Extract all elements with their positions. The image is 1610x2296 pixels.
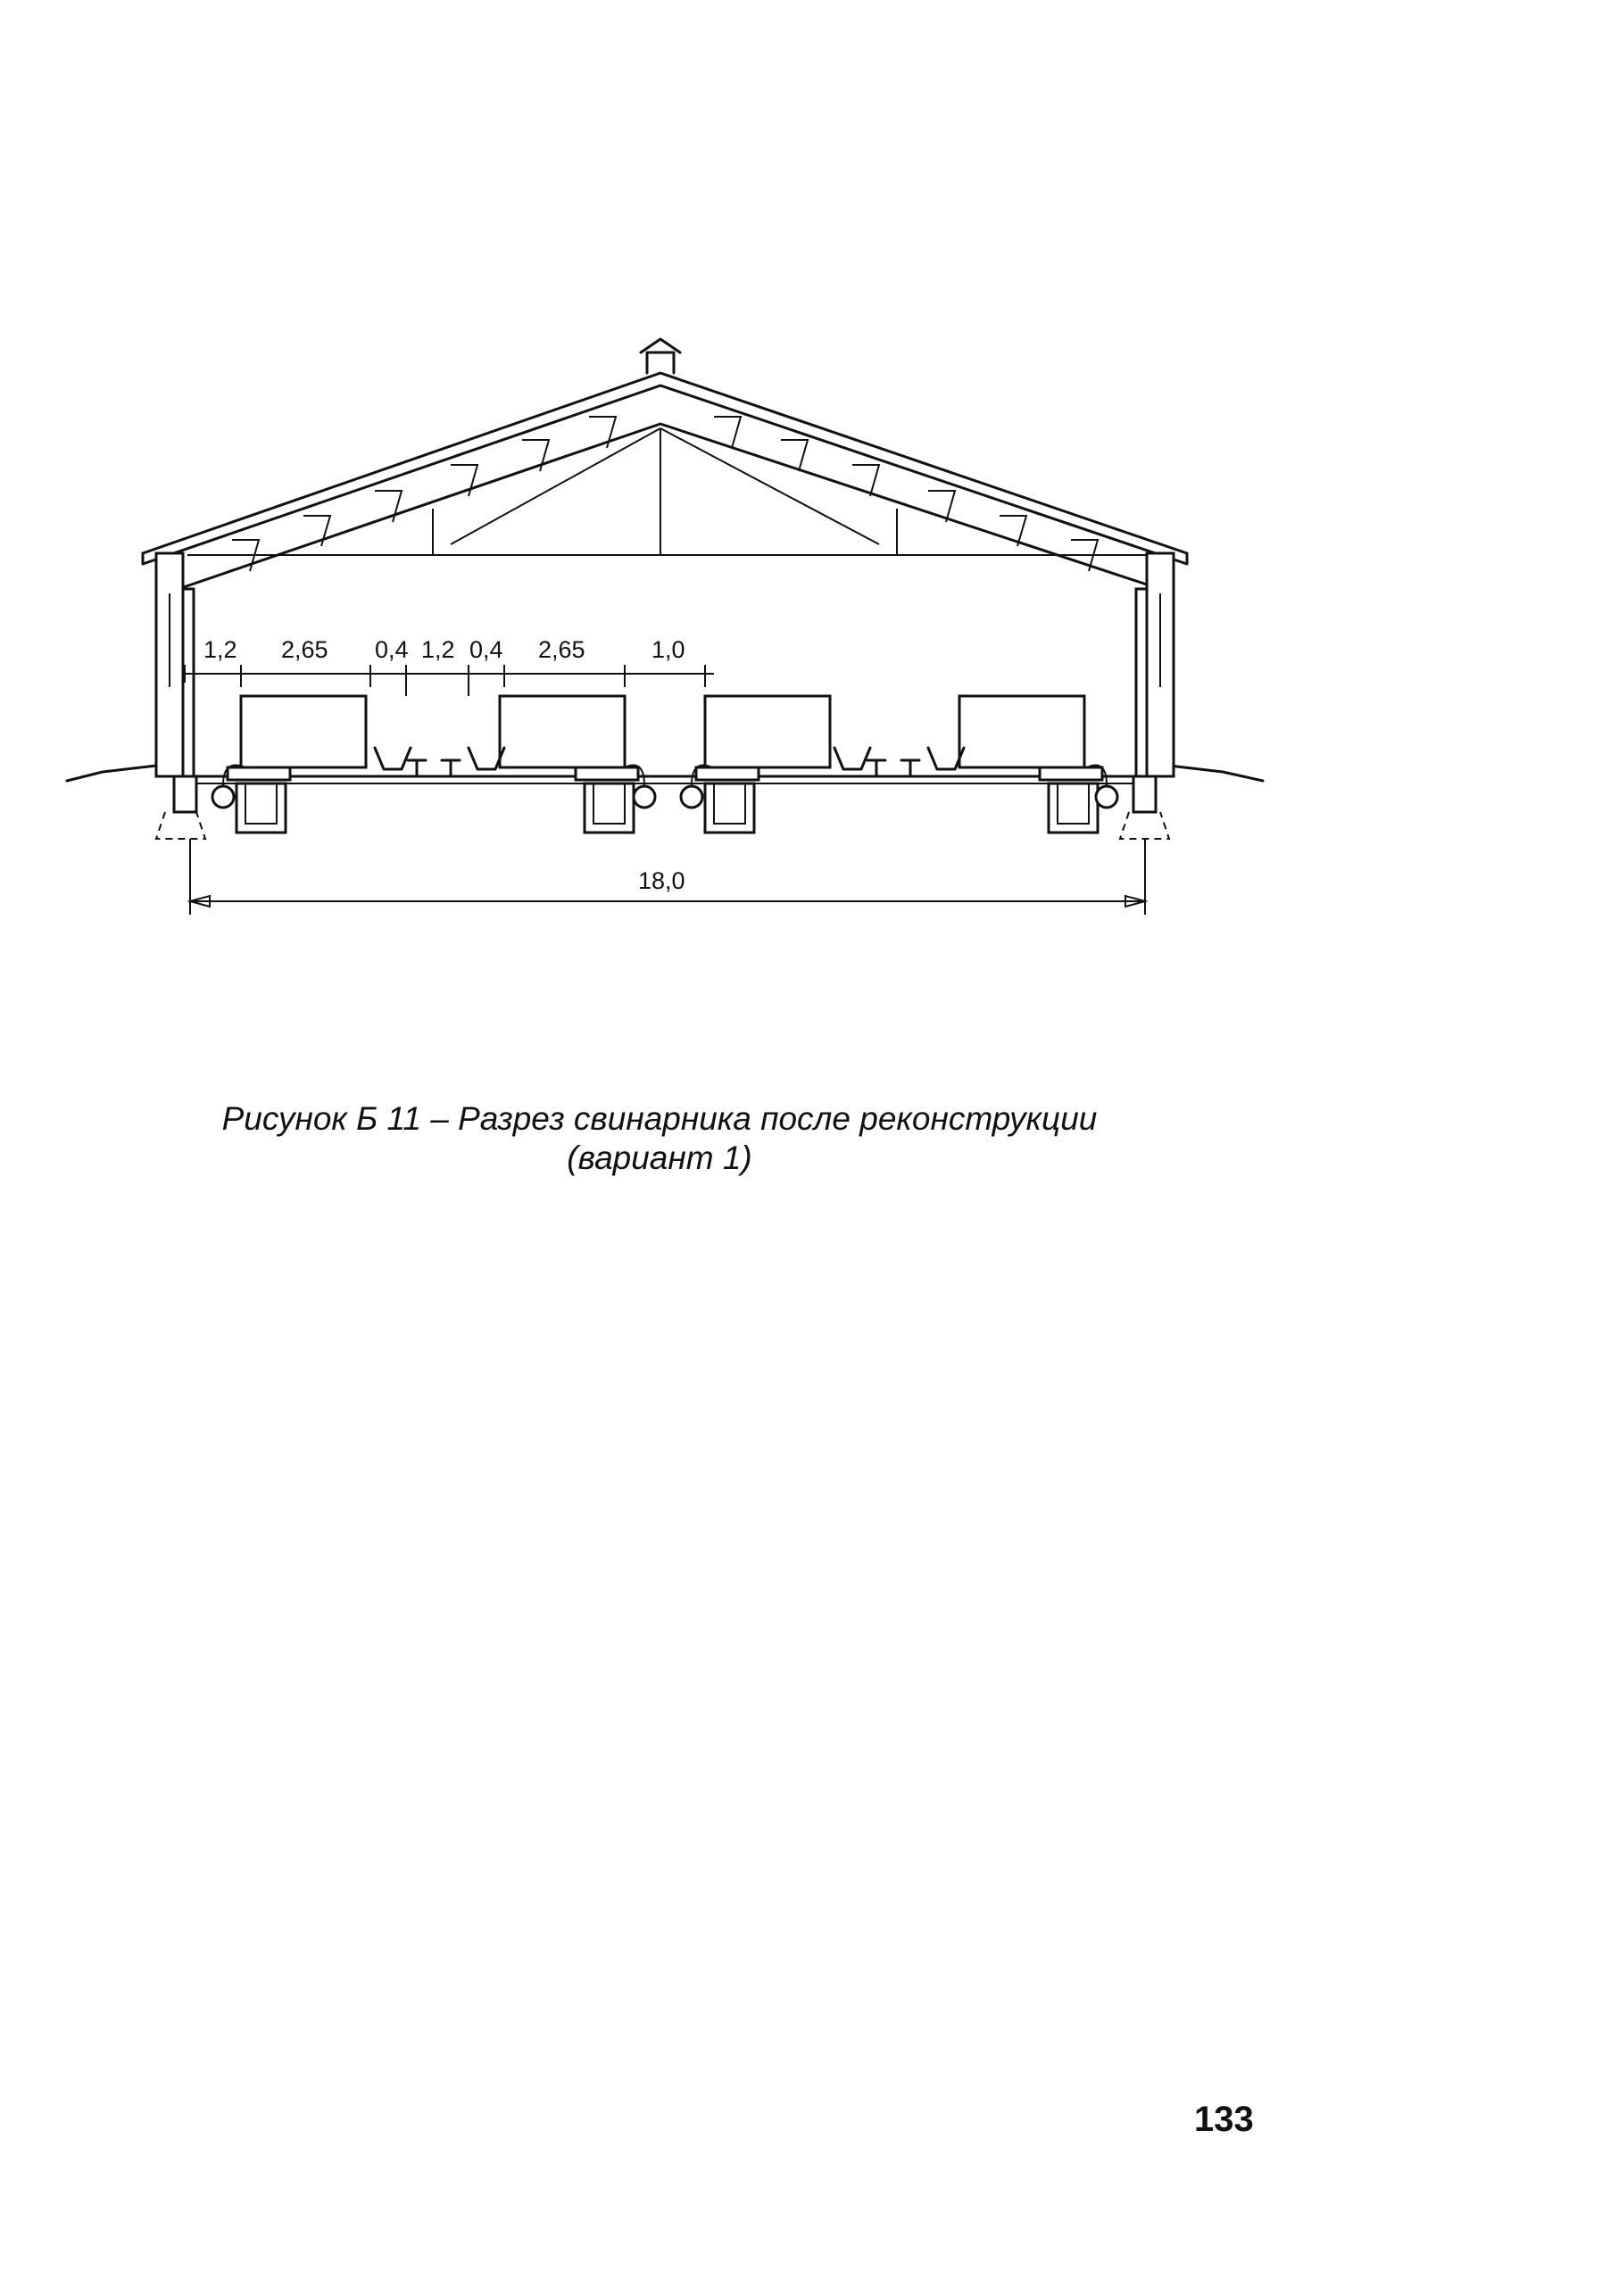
drinker-4 — [901, 760, 919, 776]
foundation-right — [1120, 812, 1169, 839]
pen-1 — [241, 696, 366, 767]
roof-vent — [641, 339, 680, 373]
drinker-3 — [867, 760, 885, 776]
drinker-1 — [408, 760, 426, 776]
manure-channel-3 — [696, 767, 759, 833]
figure-caption: Рисунок Б 11 – Разрез свинарника после реконструкции — [221, 1100, 1098, 1137]
dimension-label-5: 0,4 — [469, 636, 503, 663]
page-number: 133 — [1194, 2100, 1254, 2139]
wall-right — [1133, 553, 1174, 812]
dimension-label-total: 18,0 — [638, 867, 685, 894]
ground-line-left — [67, 766, 156, 781]
ground-line-right — [1169, 766, 1263, 781]
feed-trough-1 — [375, 748, 411, 769]
dimension-label-3: 0,4 — [375, 636, 409, 663]
feed-trough-3 — [834, 748, 870, 769]
pen-2 — [500, 696, 625, 767]
manure-channel-1 — [228, 767, 290, 833]
floor — [196, 776, 1133, 783]
pen-3 — [705, 696, 830, 767]
roof-outline — [143, 373, 1187, 589]
dimension-label-6: 2,65 — [538, 636, 585, 663]
dimension-label-1: 1,2 — [203, 636, 237, 663]
dimension-chain — [183, 665, 714, 696]
figure-caption-subtitle: (вариант 1) — [567, 1140, 752, 1176]
manure-channel-4 — [1040, 767, 1102, 833]
building-section-drawing — [0, 0, 1610, 982]
dimension-label-4: 1,2 — [421, 636, 455, 663]
dimension-label-7: 1,0 — [651, 636, 685, 663]
pen-4 — [959, 696, 1084, 767]
drinker-2 — [442, 760, 460, 776]
manure-channel-2 — [576, 767, 638, 833]
foundation-left — [156, 812, 205, 839]
wall-left — [156, 553, 196, 812]
roof-rafters — [232, 417, 1098, 571]
dimension-label-2: 2,65 — [281, 636, 328, 663]
